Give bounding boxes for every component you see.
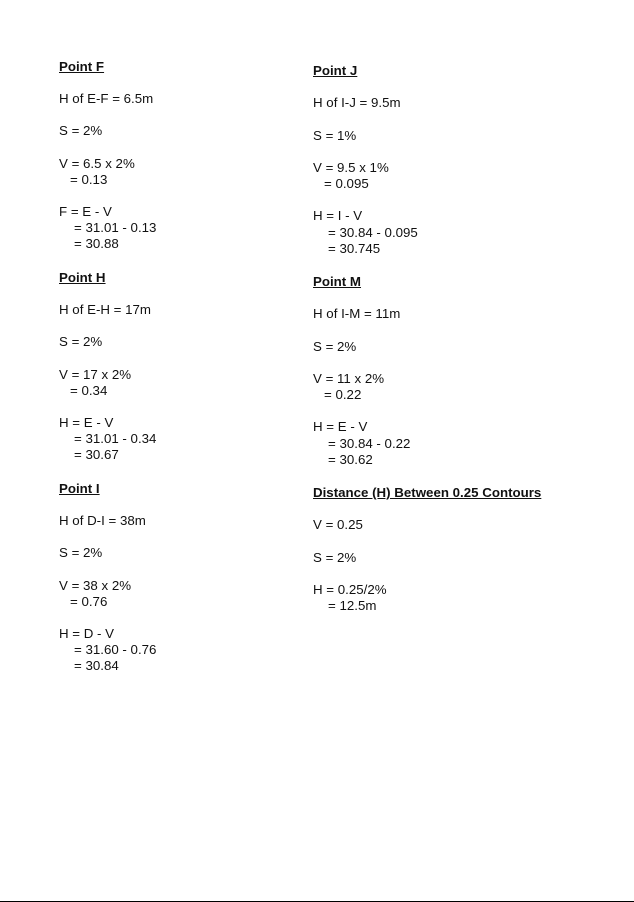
point-j-v-result: = 0.095 xyxy=(324,176,369,191)
point-m-v-formula: V = 11 x 2% xyxy=(313,371,385,386)
contour-slope: S = 2% xyxy=(313,550,357,565)
point-h-v-formula: V = 17 x 2% xyxy=(59,367,132,382)
point-h-v-result: = 0.34 xyxy=(70,383,108,398)
point-m-slope: S = 2% xyxy=(313,339,357,354)
point-f-horizontal-distance: H of E-F = 6.5m xyxy=(59,91,154,106)
point-i-formula: H = D - V xyxy=(59,626,115,641)
point-h-formula: H = E - V xyxy=(59,415,114,430)
point-m-horizontal-distance: H of I-M = 11m xyxy=(313,306,401,321)
point-i-result: = 30.84 xyxy=(74,658,119,673)
point-f-slope: S = 2% xyxy=(59,123,103,138)
point-f-v-result: = 0.13 xyxy=(70,172,108,187)
point-i-step: = 31.60 - 0.76 xyxy=(74,642,157,657)
point-m-heading: Point M xyxy=(313,274,362,289)
point-f-heading: Point F xyxy=(59,59,105,74)
point-i-horizontal-distance: H of D-I = 38m xyxy=(59,513,146,528)
point-m-result: = 30.62 xyxy=(328,452,373,467)
point-j-formula: H = I - V xyxy=(313,208,363,223)
point-f-formula: F = E - V xyxy=(59,204,112,219)
point-h-result: = 30.67 xyxy=(74,447,119,462)
point-m-v-result: = 0.22 xyxy=(324,387,362,402)
point-i-v-formula: V = 38 x 2% xyxy=(59,578,132,593)
contour-h-formula: H = 0.25/2% xyxy=(313,582,387,597)
point-i-v-result: = 0.76 xyxy=(70,594,108,609)
point-h-slope: S = 2% xyxy=(59,334,103,349)
point-h-horizontal-distance: H of E-H = 17m xyxy=(59,302,152,317)
point-h-step: = 31.01 - 0.34 xyxy=(74,431,157,446)
point-m-formula: H = E - V xyxy=(313,419,368,434)
point-f-result: = 30.88 xyxy=(74,236,119,251)
point-i-heading: Point I xyxy=(59,481,100,496)
point-f-step: = 31.01 - 0.13 xyxy=(74,220,157,235)
contour-interval-value: V = 0.25 xyxy=(313,517,363,532)
point-f-v-formula: V = 6.5 x 2% xyxy=(59,156,135,171)
point-h-heading: Point H xyxy=(59,270,106,285)
contour-distance-heading: Distance (H) Between 0.25 Contours xyxy=(313,485,542,500)
point-i-slope: S = 2% xyxy=(59,545,103,560)
point-j-result: = 30.745 xyxy=(328,241,381,256)
point-j-step: = 30.84 - 0.095 xyxy=(328,225,418,240)
point-j-horizontal-distance: H of I-J = 9.5m xyxy=(313,95,401,110)
point-j-slope: S = 1% xyxy=(313,128,357,143)
point-m-step: = 30.84 - 0.22 xyxy=(328,436,411,451)
point-j-v-formula: V = 9.5 x 1% xyxy=(313,160,389,175)
contour-h-result: = 12.5m xyxy=(328,598,377,613)
point-j-heading: Point J xyxy=(313,63,358,78)
